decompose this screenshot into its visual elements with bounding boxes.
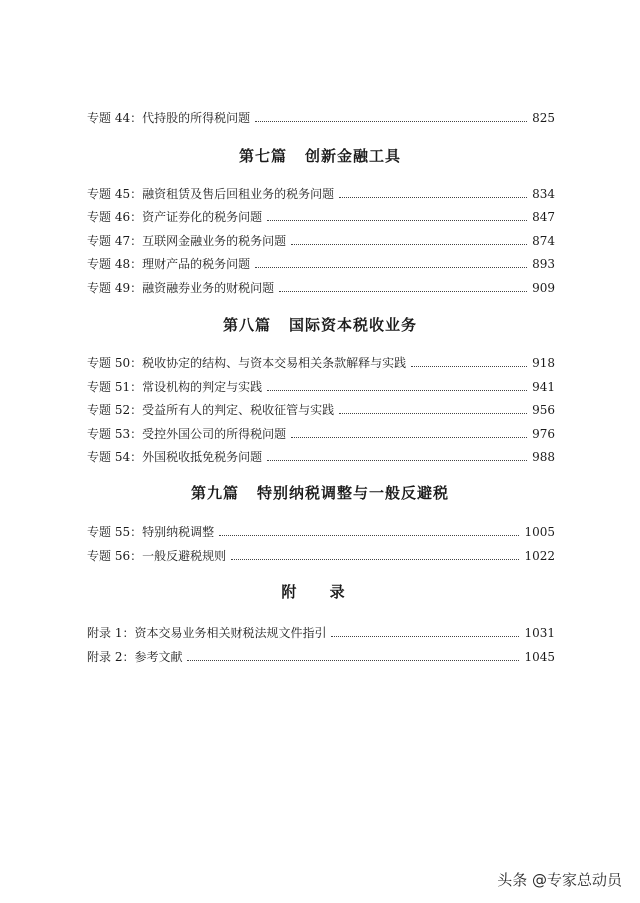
toc-entry-label: 专题 45：融资租赁及售后回租业务的税务问题 [87,187,335,201]
dot-leader [187,659,519,661]
toc-entry-page: 909 [532,281,555,295]
toc-entry-page: 1005 [524,525,555,539]
part-title: 创新金融工具 [305,147,402,165]
toc-entry-label: 专题 48：理财产品的税务问题 [87,257,251,271]
dot-leader [231,558,519,560]
toc-entry [87,422,555,442]
toc-entry [87,445,555,465]
toc-entry-label: 附录 2：参考文献 [87,650,183,664]
part-number: 第七篇 [238,147,287,165]
toc-entry-page: 893 [532,257,555,271]
part-number: 第九篇 [190,484,239,502]
toc-entry-page: 976 [532,427,555,441]
dot-leader [255,266,527,268]
toc-entry [87,544,555,564]
dot-leader [331,635,519,637]
toc-entry-label: 专题 51：常设机构的判定与实践 [87,380,263,394]
toc-entry-page: 1045 [524,650,555,664]
dot-leader [255,120,527,122]
part-title: 国际资本税收业务 [289,316,418,334]
toc-entry [87,182,555,202]
appendix-heading: 附 录 [281,583,359,601]
toc-entry-page: 941 [532,380,555,394]
toc-entry-label: 专题 50：税收协定的结构、与资本交易相关条款解释与实践 [87,356,407,370]
dot-leader [339,196,527,198]
toc-entry-page: 956 [532,403,555,417]
toc-entry-page: 834 [532,187,555,201]
toc-entry-page: 847 [532,210,555,224]
toc-entry [87,645,555,665]
toc-entry-page: 874 [532,234,555,248]
toc-entry-label: 专题 56：一般反避税规则 [87,549,227,563]
toc-entry-page: 1031 [524,626,555,640]
toc-entry [87,106,555,126]
toc-entry [87,205,555,225]
dot-leader [339,412,527,414]
part-heading [0,146,640,166]
toc-entry-label: 附录 1：资本交易业务相关财税法规文件指引 [87,626,327,640]
dot-leader [267,389,527,391]
watermark [497,869,622,890]
dot-leader [411,365,527,367]
toc-entry-label: 专题 46：资产证券化的税务问题 [87,210,263,224]
toc-entry-page: 1022 [524,549,555,563]
dot-leader [279,290,527,292]
part-heading [0,315,640,335]
part-title: 特别纳税调整与一般反避税 [257,484,450,502]
toc-entry-page: 988 [532,450,555,464]
toc-entry [87,621,555,641]
dot-leader [291,436,527,438]
dot-leader [267,219,527,221]
toc-entry-label: 专题 49：融资融券业务的财税问题 [87,281,275,295]
toc-entry-page: 918 [532,356,555,370]
toc-entry-label: 专题 47：互联网金融业务的税务问题 [87,234,287,248]
toc-entry-label: 专题 52：受益所有人的判定、税收征管与实践 [87,403,335,417]
toc-entry [87,276,555,296]
toc-entry [87,351,555,371]
dot-leader [219,534,519,536]
toc-entry-label: 专题 44：代持股的所得税问题 [87,111,251,125]
toc-entry [87,520,555,540]
watermark-text: 头条 @专家总动员 [497,871,622,889]
dot-leader [267,459,527,461]
part-heading [0,483,640,503]
toc-entry-page: 825 [532,111,555,125]
toc-entry [87,398,555,418]
toc-entry-label: 专题 55：特别纳税调整 [87,525,215,539]
toc-entry [87,229,555,249]
toc-entry-label: 专题 54：外国税收抵免税务问题 [87,450,263,464]
toc-entry [87,252,555,272]
part-number: 第八篇 [222,316,271,334]
toc-entry [87,375,555,395]
toc-entry-label: 专题 53：受控外国公司的所得税问题 [87,427,287,441]
dot-leader [291,243,527,245]
